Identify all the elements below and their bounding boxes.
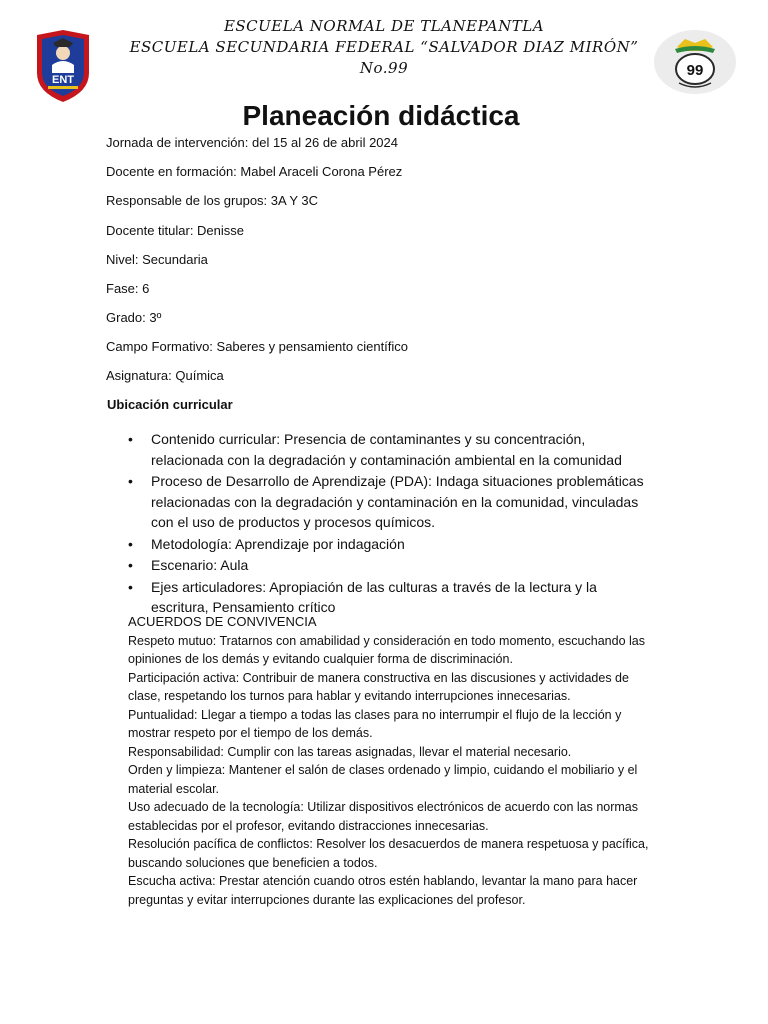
svg-text:ENT: ENT (52, 74, 74, 86)
info-docente-formacion: Docente en formación: Mabel Araceli Corona Pérez (106, 164, 403, 179)
info-grado: Grado: 3º (106, 310, 162, 325)
info-nivel: Nivel: Secundaria (106, 252, 208, 267)
info-responsable: Responsable de los grupos: 3A Y 3C (106, 193, 318, 208)
acuerdo-item: Puntualidad: Llegar a tiempo a todas las clases para no interrumpir el flujo de la lección y mostrar respeto por el tiempo de los demás. (128, 707, 622, 740)
svg-text:99: 99 (686, 62, 704, 79)
acuerdos-section (128, 613, 653, 909)
info-docente-titular: Docente titular: Denisse (106, 223, 245, 238)
acuerdo-item: Responsabilidad: Cumplir con las tareas asignadas, llevar el material necesario. (128, 744, 572, 759)
info-asignatura: Asignatura: Química (106, 368, 224, 383)
document-title: Planeación didáctica (242, 100, 520, 131)
acuerdo-item: Resolución pacífica de conflictos: Resolver los desacuerdos de manera respetuosa y pacífica, buscando soluciones que beneficien a todos. (128, 837, 649, 870)
info-campo-formativo: Campo Formativo: Saberes y pensamiento científico (106, 339, 409, 354)
header-line-2: ESCUELA SECUNDARIA FEDERAL “SALVADOR DIAZ MIRÓN” (129, 38, 639, 56)
acuerdo-item: Uso adecuado de la tecnología: Utilizar dispositivos electrónicos de acuerdo con las normas establecidas por el profesor, evitando distracciones innecesarias. (128, 800, 639, 833)
list-item: • Escenario: Aula (128, 555, 658, 576)
school-header (0, 16, 768, 79)
info-jornada: Jornada de intervención: del 15 al 26 de abril 2024 (106, 135, 398, 150)
acuerdo-item: Escucha activa: Prestar atención cuando otros estén hablando, levantar la mano para hacer preguntas y evitar interrupciones durante las explicaciones del profesor. (128, 874, 638, 907)
list-item: • Ejes articuladores: Apropiación de las culturas a través de la lectura y la escritura, Pensamiento crítico (128, 577, 658, 618)
header-line-3: No.99 (359, 59, 409, 77)
ubicacion-heading: Ubicación curricular (107, 397, 233, 412)
list-item: • Metodología: Aprendizaje por indagación (128, 534, 658, 555)
acuerdos-heading: ACUERDOS DE CONVIVENCIA (128, 614, 317, 629)
list-item: • Proceso de Desarrollo de Aprendizaje (PDA): Indaga situaciones problemáticas relacionadas con la degradación y contaminación en la comunidad, vinculadas con el uso de productos y procesos químicos. (128, 471, 658, 533)
curricular-list (128, 429, 658, 619)
acuerdo-item: Orden y limpieza: Mantener el salón de clases ordenado y limpio, cuidando el mobiliario y el material escolar. (128, 763, 638, 796)
info-fase: Fase: 6 (106, 281, 150, 296)
acuerdo-item: Participación activa: Contribuir de manera constructiva en las discusiones y actividades de clase, respetando los turnos para hablar y evitando interrupciones innecesarias. (128, 670, 629, 703)
list-item: • Contenido curricular: Presencia de contaminantes y su concentración, relacionada con la degradación y contaminación ambiental en la comunidad (128, 429, 658, 470)
header-line-1: ESCUELA NORMAL DE TLANEPANTLA (223, 17, 545, 35)
acuerdo-item: Respeto mutuo: Tratarnos con amabilidad y consideración en todo momento, escuchando las opiniones de los demás y evitando cualquier forma de discriminación. (128, 633, 645, 666)
